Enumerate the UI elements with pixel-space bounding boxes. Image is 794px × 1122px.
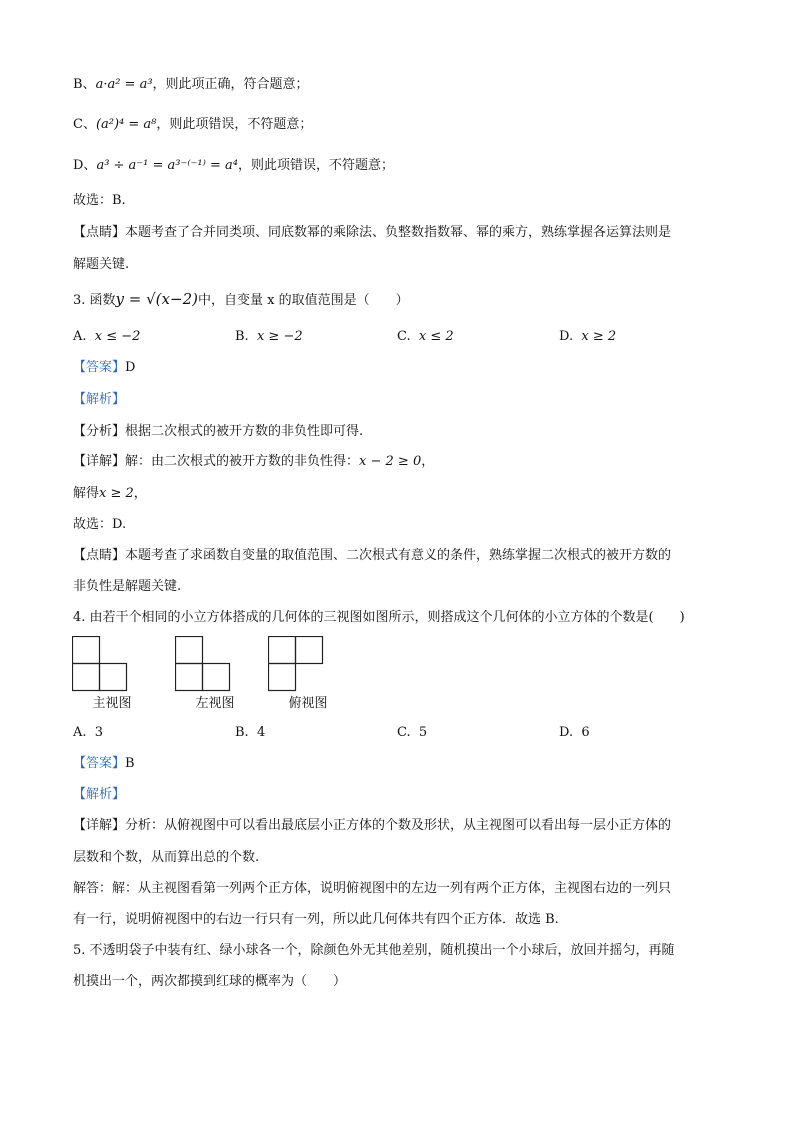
- front-view-drawing: [72, 636, 168, 696]
- q4-option-a: A. 3: [73, 725, 104, 740]
- q3-stem-math: y = √(x−2): [115, 290, 198, 308]
- q3-comment-line2: 非负性是解题关键.: [73, 579, 182, 594]
- q2-option-c: C、(a²)⁴ = a⁸，则此项错误，不符题意；: [73, 117, 313, 132]
- q3-analysis-tag: 【解析】: [73, 392, 126, 407]
- left-view-figure: [175, 636, 271, 712]
- top-view-label: 俯视图: [288, 696, 328, 711]
- q3-detail: 【详解】解：由二次根式的被开方数的非负性得：x − 2 ≥ 0，: [73, 454, 435, 469]
- answer-tag: 【答案】: [73, 360, 126, 375]
- q3-choice: 故选：D.: [73, 517, 127, 532]
- q2-comment-line2: 解题关键.: [73, 257, 130, 272]
- q4-option-b: B. 4: [235, 725, 266, 740]
- front-view-label: 主视图: [92, 696, 132, 711]
- q4-option-c: C. 5: [397, 725, 428, 740]
- q3-option-b: B. x ≥ −2: [235, 329, 303, 344]
- q3-comment: 【点睛】本题考查了求函数自变量的取值范围、二次根式有意义的条件，熟练掌握二次根式的被开方数的: [73, 548, 672, 563]
- answer-tag: 【答案】: [73, 756, 126, 771]
- q3-option-d: D. x ≥ 2: [559, 329, 617, 344]
- top-view-drawing: [268, 636, 364, 696]
- q2-option-b-math: a·a² = a³: [95, 77, 153, 92]
- q4-answer: 【答案】B: [73, 756, 135, 771]
- q4-detail: 【详解】分析：从俯视图中可以看出最底层小正方体的个数及形状，从主视图可以看出每一层小正方体的: [73, 818, 672, 833]
- q4-stem: 4. 由若干个相同的小立方体搭成的几何体的三视图如图所示，则搭成这个几何体的小立方体的个数是( ): [73, 610, 685, 625]
- q4-solution-line2: 有一行，说明俯视图中的右边一行只有一列，所以此几何体共有四个正方体．故选 B.: [73, 912, 559, 927]
- q4-option-d: D. 6: [559, 725, 590, 740]
- front-view-figure: [72, 636, 168, 712]
- q3-fenxi: 【分析】根据二次根式的被开方数的非负性即可得.: [73, 424, 364, 439]
- q2-option-d-math: a³ ÷ a⁻¹ = a³⁻⁽⁻¹⁾ = a⁴: [96, 158, 238, 173]
- q5-stem: 5. 不透明袋子中装有红、绿小球各一个，除颜色外无其他差别，随机摸出一个小球后，放回并摇匀，再随: [73, 943, 675, 958]
- left-view-label: 左视图: [195, 696, 235, 711]
- top-view-figure: [268, 636, 364, 712]
- q3-option-c: C. x ≤ 2: [397, 329, 454, 344]
- q5-stem-line2: 机摸出一个，两次都摸到红球的概率为（ ）: [73, 974, 347, 989]
- q2-option-d: D、a³ ÷ a⁻¹ = a³⁻⁽⁻¹⁾ = a⁴，则此项错误，不符题意；: [73, 158, 394, 173]
- q4-solution: 解答：解：从主视图看第一列两个正方体，说明俯视图中的左边一列有两个正方体，主视图右边的一列只: [73, 881, 672, 896]
- q2-comment: 【点睛】本题考查了合并同类项、同底数幂的乘除法、负整数指数幂、幂的乘方，熟练掌握各运算法则是: [73, 225, 672, 240]
- q2-option-b: B、a·a² = a³，则此项正确，符合题意；: [73, 77, 309, 92]
- q3-solve: 解得x ≥ 2，: [73, 486, 147, 501]
- q2-choice: 故选：B.: [73, 193, 126, 208]
- q2-option-c-math: (a²)⁴ = a⁸: [95, 117, 157, 132]
- left-view-drawing: [175, 636, 271, 696]
- q3-option-a: A. x ≤ −2: [73, 329, 141, 344]
- q3-stem: 3. 函数y = √(x−2)中，自变量 x 的取值范围是（ ）: [73, 290, 409, 308]
- q4-analysis-tag: 【解析】: [73, 787, 126, 802]
- q4-detail-line2: 层数和个数，从而算出总的个数.: [73, 850, 260, 865]
- q3-answer: 【答案】D: [73, 360, 136, 375]
